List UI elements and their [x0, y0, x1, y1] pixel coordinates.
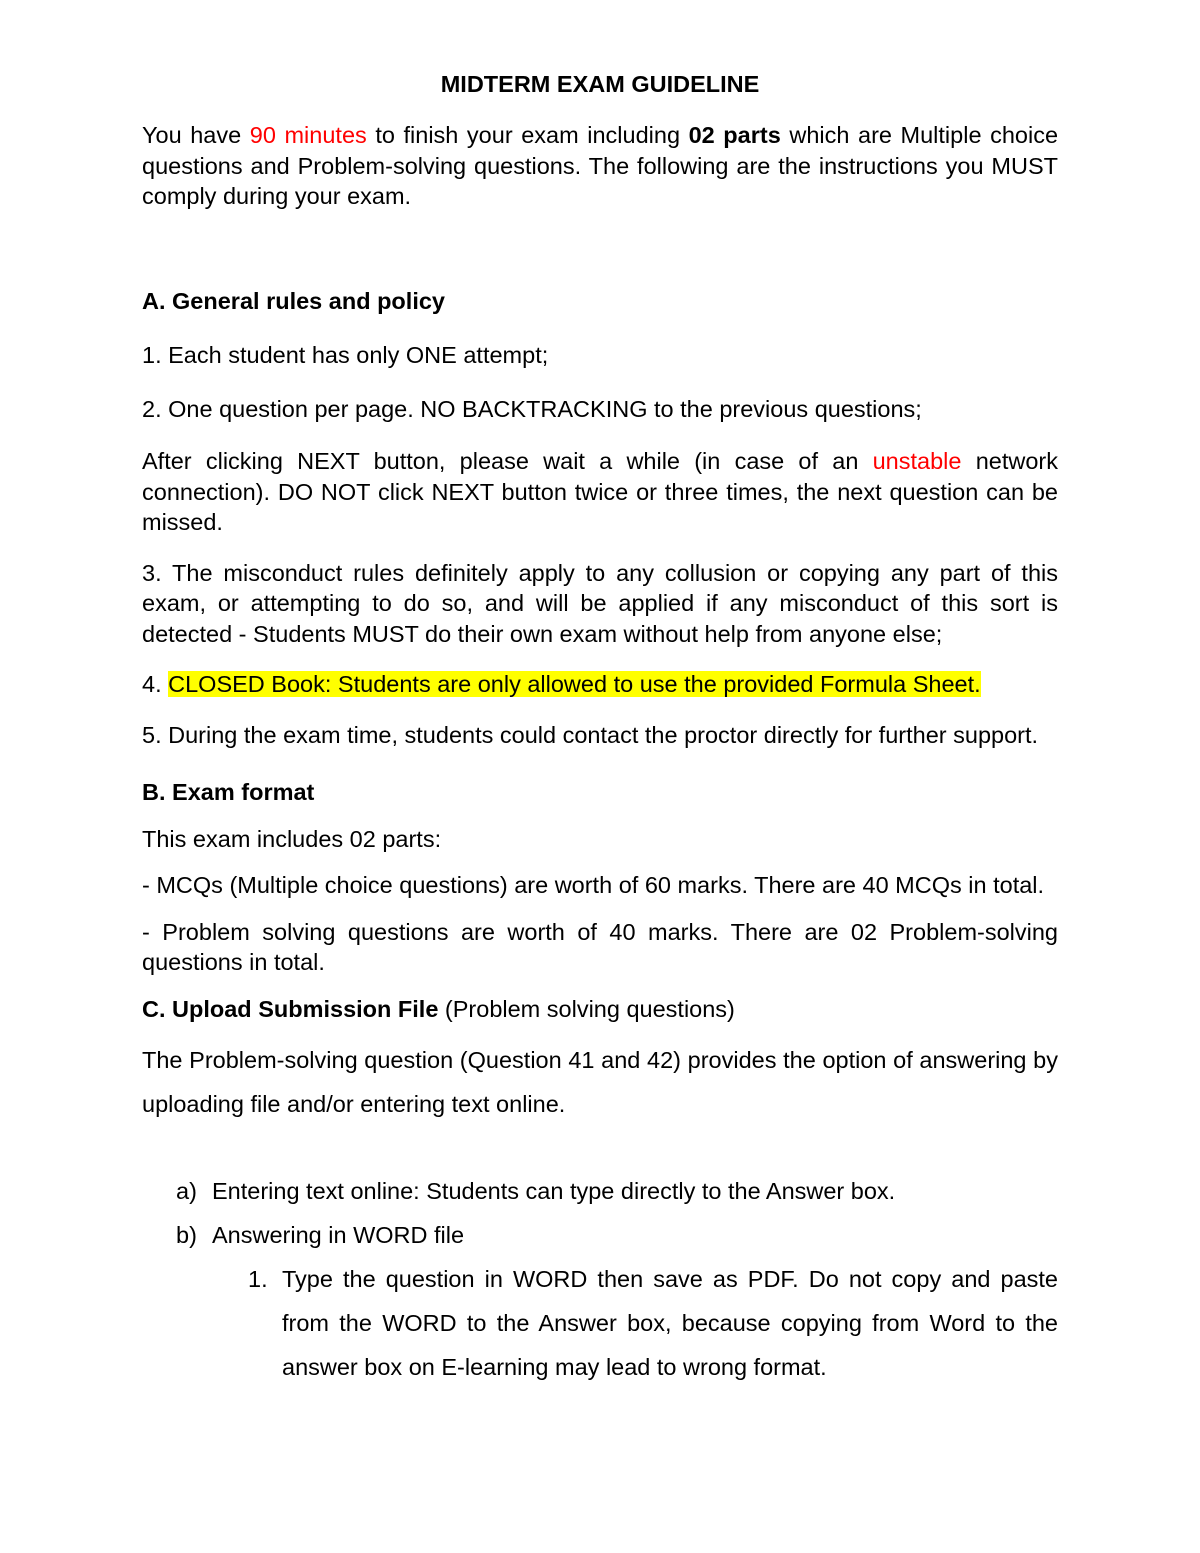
upload-paragraph: The Problem-solving question (Question 41 and 42) provides the option of answering by uploading file and/or entering text online.: [142, 1047, 1058, 1117]
list-item-label: a): [176, 1178, 197, 1204]
section-c-heading: [142, 994, 1058, 1025]
section-c-heading-rest: (Problem solving questions): [438, 995, 735, 1022]
rule-3: 3. The misconduct rules definitely apply to any collusion or copying any part of this exam, or attempting to do so, and will be applied if any misconduct of this sort is detected - Students MUST do their own exam without help from anyone else;: [142, 559, 1058, 647]
intro-text: You have: [142, 122, 250, 148]
section-a-heading: A. General rules and policy: [142, 287, 445, 314]
note-text: network connection). DO NOT click NEXT button twice or three times, the next question can be missed.: [142, 448, 1058, 535]
sub-list-item: [142, 1257, 1058, 1389]
rule-4: [142, 669, 1058, 700]
intro-text: to finish your exam including: [366, 122, 689, 148]
sub-list-item-text: Type the question in WORD then save as PDF. Do not copy and paste from the WORD to the Answer box, because copying from Word to the answer box on E-learning may lead to wrong format.: [282, 1266, 1058, 1380]
list-item-text: Answering in WORD file: [212, 1222, 465, 1248]
list-item: [142, 1169, 1058, 1213]
intro-paragraph: [142, 120, 1058, 212]
list-item-label: b): [176, 1222, 197, 1248]
list-item-text: Entering text online: Students can type directly to the Answer box.: [212, 1178, 896, 1204]
section-b-heading: B. Exam format: [142, 779, 315, 805]
rule-5: 5. During the exam time, students could contact the proctor directly for further support.: [142, 721, 1039, 748]
next-button-note: [142, 446, 1058, 538]
parts-count: 02 parts: [688, 122, 781, 148]
page-title: MIDTERM EXAM GUIDELINE: [440, 71, 760, 97]
rule-4-number: 4.: [142, 671, 169, 697]
section-c-heading-bold: C. Upload Submission File: [142, 995, 439, 1022]
document-content: [142, 66, 1058, 1389]
unstable-word: unstable: [872, 448, 962, 474]
exam-parts-line: This exam includes 02 parts:: [142, 825, 442, 852]
exam-duration: 90 minutes: [249, 122, 367, 148]
closed-book-highlight: CLOSED Book: Students are only allowed to use the provided Formula Sheet.: [168, 671, 981, 697]
rule-1: 1. Each student has only ONE attempt;: [142, 342, 549, 368]
mcq-info: - MCQs (Multiple choice questions) are worth of 60 marks. There are 40 MCQs in total.: [142, 872, 1045, 898]
rule-2: 2. One question per page. NO BACKTRACKING to the previous questions;: [142, 395, 922, 422]
note-text: After clicking NEXT button, please wait a while (in case of an: [142, 448, 873, 474]
problem-solving-info: - Problem solving questions are worth of 40 marks. There are 02 Problem-solving questions in total.: [142, 918, 1058, 975]
option-list: [142, 1169, 1058, 1257]
list-item: [142, 1213, 1058, 1257]
sub-list-item-label: 1.: [248, 1266, 268, 1292]
intro-text: which are Multiple choice questions and Problem-solving questions. The following are the instructions you MUST comply during your exam.: [142, 122, 1059, 209]
